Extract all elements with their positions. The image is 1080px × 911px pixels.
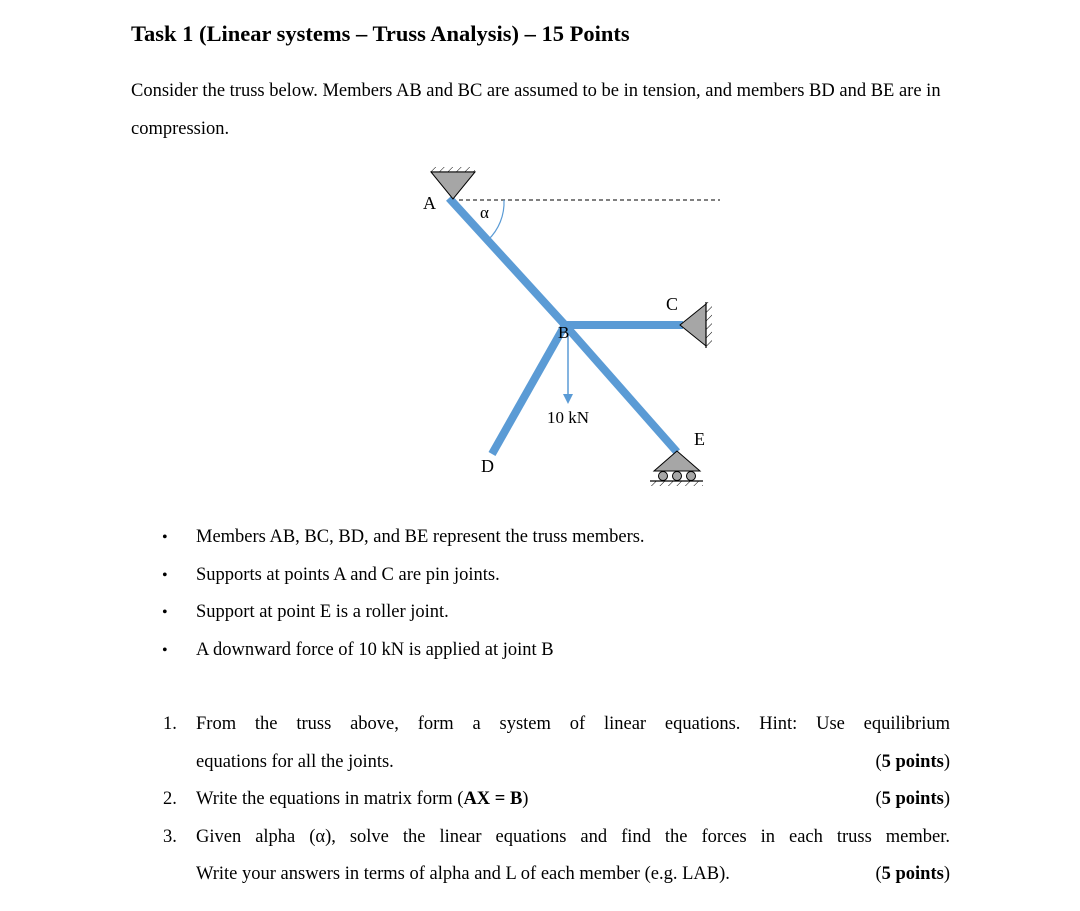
pin-support-a	[431, 167, 475, 199]
label-c: C	[666, 294, 679, 314]
list-item: • Supports at points A and C are pin joints.	[162, 557, 645, 595]
points-label: (5 points)	[875, 789, 950, 809]
alpha-arc	[488, 200, 504, 240]
task-text-line: Write the equations in matrix form (AX = B)	[196, 789, 529, 809]
label-alpha: α	[480, 203, 489, 222]
matrix-equation: AX = B	[463, 789, 523, 809]
task-text-line: Given alpha (α), solve the linear equations and find the forces in each truss member.	[196, 826, 950, 847]
task-item-3	[163, 819, 950, 894]
list-item: • Members AB, BC, BD, and BE represent the truss members.	[162, 519, 645, 557]
points-label: (5 points)	[875, 751, 950, 772]
task-number: 1.	[163, 714, 177, 734]
task-title: Task 1 (Linear systems – Truss Analysis) – 15 Points	[131, 21, 630, 46]
label-b: B	[558, 323, 570, 342]
task-list	[163, 706, 950, 894]
load-label: 10 kN	[547, 408, 590, 427]
task-text-line: equations for all the joints.	[196, 751, 394, 772]
task-text-line: Write your answers in terms of alpha and L of each member (e.g. LAB).	[196, 864, 730, 884]
points-label: (5 points)	[875, 864, 950, 884]
member-bd	[492, 325, 565, 454]
task-text-line: From the truss above, form a system of linear equations. Hint: Use equilibrium	[196, 714, 950, 734]
task-item-2	[163, 781, 950, 819]
bullet-list	[162, 519, 645, 669]
label-a: A	[423, 193, 436, 213]
intro-paragraph: Consider the truss below. Members AB and BC are assumed to be in tension, and members BD and BE are in compression.	[131, 81, 941, 139]
roller-support-e	[650, 451, 703, 486]
task-number: 2.	[163, 789, 177, 809]
list-item: • Support at point E is a roller joint.	[162, 594, 645, 632]
pin-support-c	[680, 302, 712, 348]
member-be	[565, 325, 677, 452]
list-item: • A downward force of 10 kN is applied at joint B	[162, 632, 645, 670]
task-number: 3.	[163, 826, 177, 847]
task-item-1	[163, 706, 950, 781]
label-e: E	[694, 429, 705, 449]
member-ab	[449, 198, 565, 325]
label-d: D	[481, 456, 494, 476]
